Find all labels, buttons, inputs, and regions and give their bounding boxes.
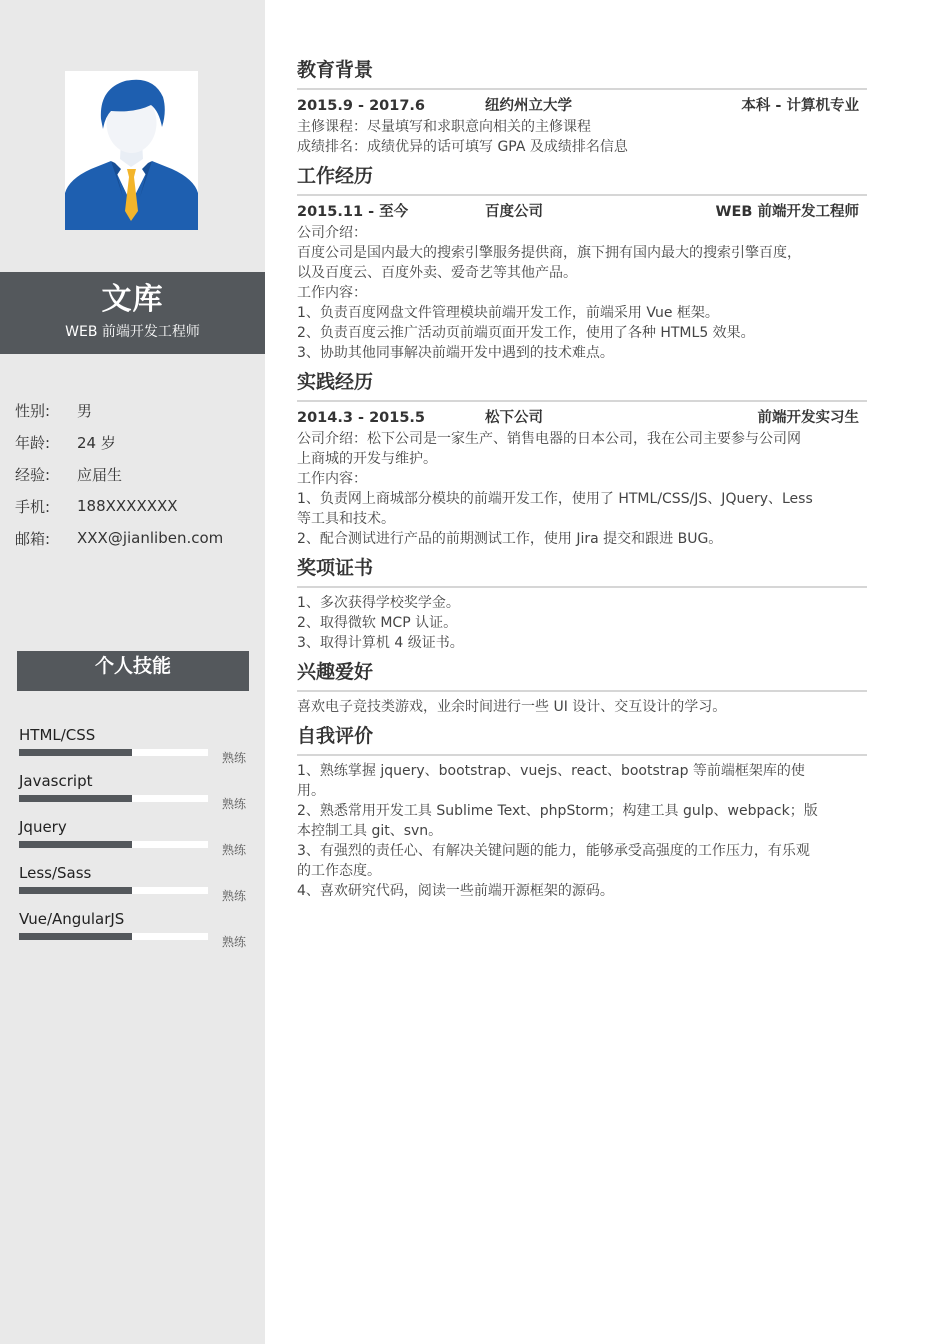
section-education — [297, 55, 867, 157]
skill-level: 熟练 — [222, 889, 247, 903]
skill-level: 熟练 — [222, 797, 247, 811]
section-awards — [297, 553, 867, 653]
skill-bar-fill — [19, 933, 132, 940]
text-line: 等工具和技术。 — [297, 511, 395, 527]
skill-name: Vue/AngularJS — [19, 910, 125, 928]
skill-bar-fill — [19, 887, 132, 894]
skill-item — [19, 906, 251, 952]
entry-company: 松下公司 — [485, 410, 543, 426]
skill-bar-fill — [19, 749, 132, 756]
name-band — [0, 272, 265, 354]
skill-name: Less/Sass — [19, 864, 92, 882]
entry-date: 2015.9 - 2017.6 — [297, 98, 426, 114]
text-line: 3、有强烈的责任心、有解决关键问题的能力，能够承受高强度的工作压力，有乐观 — [297, 843, 810, 859]
info-value: 男 — [77, 401, 93, 420]
skill-bar — [19, 749, 208, 756]
main-content — [297, 55, 867, 905]
text-line: 公司介绍：松下公司是一家生产、销售电器的日本公司，我在公司主要参与公司网 — [297, 431, 801, 447]
skill-item — [19, 768, 251, 814]
text-line: 成绩排名：成绩优异的话可填写 GPA 及成绩排名信息 — [297, 139, 628, 155]
personal-info — [15, 394, 255, 554]
entry-position: WEB 前端开发工程师 — [715, 204, 859, 220]
text-line: 本控制工具 git、svn。 — [297, 823, 443, 839]
text-line: 工作内容： — [297, 285, 367, 301]
text-line: 用。 — [297, 783, 325, 799]
section-practice — [297, 367, 867, 549]
entry-header — [297, 407, 859, 429]
section-title: 实践经历 — [297, 371, 374, 393]
entry-date: 2014.3 - 2015.5 — [297, 410, 426, 426]
entry-header — [297, 95, 859, 117]
section-title: 教育背景 — [297, 59, 374, 81]
entry-company: 百度公司 — [485, 204, 543, 220]
skill-bar-fill — [19, 795, 132, 802]
entry-school: 纽约州立大学 — [485, 98, 572, 114]
skill-bar — [19, 841, 208, 848]
section-title: 奖项证书 — [297, 557, 374, 579]
skills-list — [19, 722, 251, 952]
text-line: 1、多次获得学校奖学金。 — [297, 595, 460, 611]
section-title: 自我评价 — [297, 725, 374, 747]
skill-item — [19, 814, 251, 860]
info-row-email — [15, 522, 255, 554]
skill-name: Javascript — [19, 772, 93, 790]
info-value: 24 岁 — [77, 433, 116, 452]
text-line: 2、负责百度云推广活动页前端页面开发工作，使用了各种 HTML5 效果。 — [297, 325, 755, 341]
text-line: 2、取得微软 MCP 认证。 — [297, 615, 458, 631]
entry-degree: 本科 - 计算机专业 — [741, 98, 859, 114]
text-line: 公司介绍： — [297, 225, 367, 241]
skill-name: Jquery — [19, 818, 67, 836]
text-line: 上商城的开发与维护。 — [297, 451, 437, 467]
text-line: 百度公司是国内最大的搜索引擎服务提供商，旗下拥有国内最大的搜索引擎百度， — [297, 245, 801, 261]
skills-title: 个人技能 — [17, 651, 249, 691]
text-line: 喜欢电子竞技类游戏，业余时间进行一些 UI 设计、交互设计的学习。 — [297, 699, 727, 715]
section-divider — [297, 586, 867, 588]
skill-bar — [19, 795, 208, 802]
info-key: 手机: — [15, 497, 51, 516]
avatar — [65, 71, 198, 230]
skill-level: 熟练 — [222, 843, 247, 857]
entry-date: 2015.11 - 至今 — [297, 204, 409, 220]
section-self-evaluation — [297, 721, 867, 901]
skill-bar-fill — [19, 841, 132, 848]
section-divider — [297, 690, 867, 692]
section-title: 工作经历 — [297, 165, 374, 187]
info-row-experience — [15, 458, 255, 490]
section-title: 兴趣爱好 — [297, 661, 374, 683]
text-line: 1、熟练掌握 jquery、bootstrap、vuejs、react、bootstrap 等前端框架库的使 — [297, 763, 805, 779]
section-work — [297, 161, 867, 363]
info-key: 经验: — [15, 465, 51, 484]
skill-level: 熟练 — [222, 751, 247, 765]
skill-item — [19, 722, 251, 768]
info-value: XXX@jianliben.com — [77, 529, 224, 547]
info-row-gender — [15, 394, 255, 426]
text-line: 2、熟悉常用开发工具 Sublime Text、phpStorm；构建工具 gulp、webpack；版 — [297, 803, 818, 819]
text-line: 2、配合测试进行产品的前期测试工作，使用 Jira 提交和跟进 BUG。 — [297, 531, 723, 547]
info-key: 性别: — [15, 401, 51, 420]
info-value: 188XXXXXXX — [77, 497, 178, 515]
candidate-name: 文库 — [101, 282, 164, 317]
info-row-age — [15, 426, 255, 458]
skill-item — [19, 860, 251, 906]
text-line: 工作内容： — [297, 471, 367, 487]
sidebar — [0, 0, 265, 1344]
text-line: 1、负责百度网盘文件管理模块前端开发工作，前端采用 Vue 框架。 — [297, 305, 719, 321]
skill-level: 熟练 — [222, 935, 247, 949]
info-key: 邮箱: — [15, 529, 51, 548]
info-key: 年龄: — [15, 433, 51, 452]
section-hobbies — [297, 657, 867, 717]
text-line: 4、喜欢研究代码，阅读一些前端开源框架的源码。 — [297, 883, 614, 899]
businessman-avatar-icon — [65, 71, 198, 230]
info-row-phone — [15, 490, 255, 522]
text-line: 3、取得计算机 4 级证书。 — [297, 635, 464, 651]
section-divider — [297, 194, 867, 196]
section-divider — [297, 88, 867, 90]
text-line: 以及百度云、百度外卖、爱奇艺等其他产品。 — [297, 265, 577, 281]
section-divider — [297, 754, 867, 756]
text-line: 的工作态度。 — [297, 863, 381, 879]
text-line: 1、负责网上商城部分模块的前端开发工作，使用了 HTML/CSS/JS、JQuery、Less — [297, 491, 813, 507]
text-line: 主修课程：尽量填写和求职意向相关的主修课程 — [297, 119, 591, 135]
section-divider — [297, 400, 867, 402]
skill-bar — [19, 887, 208, 894]
candidate-title: WEB 前端开发工程师 — [65, 324, 200, 340]
skill-name: HTML/CSS — [19, 726, 96, 744]
entry-position: 前端开发实习生 — [757, 410, 859, 426]
skill-bar — [19, 933, 208, 940]
info-value: 应届生 — [77, 465, 123, 484]
entry-header — [297, 201, 859, 223]
text-line: 3、协助其他同事解决前端开发中遇到的技术难点。 — [297, 345, 614, 361]
